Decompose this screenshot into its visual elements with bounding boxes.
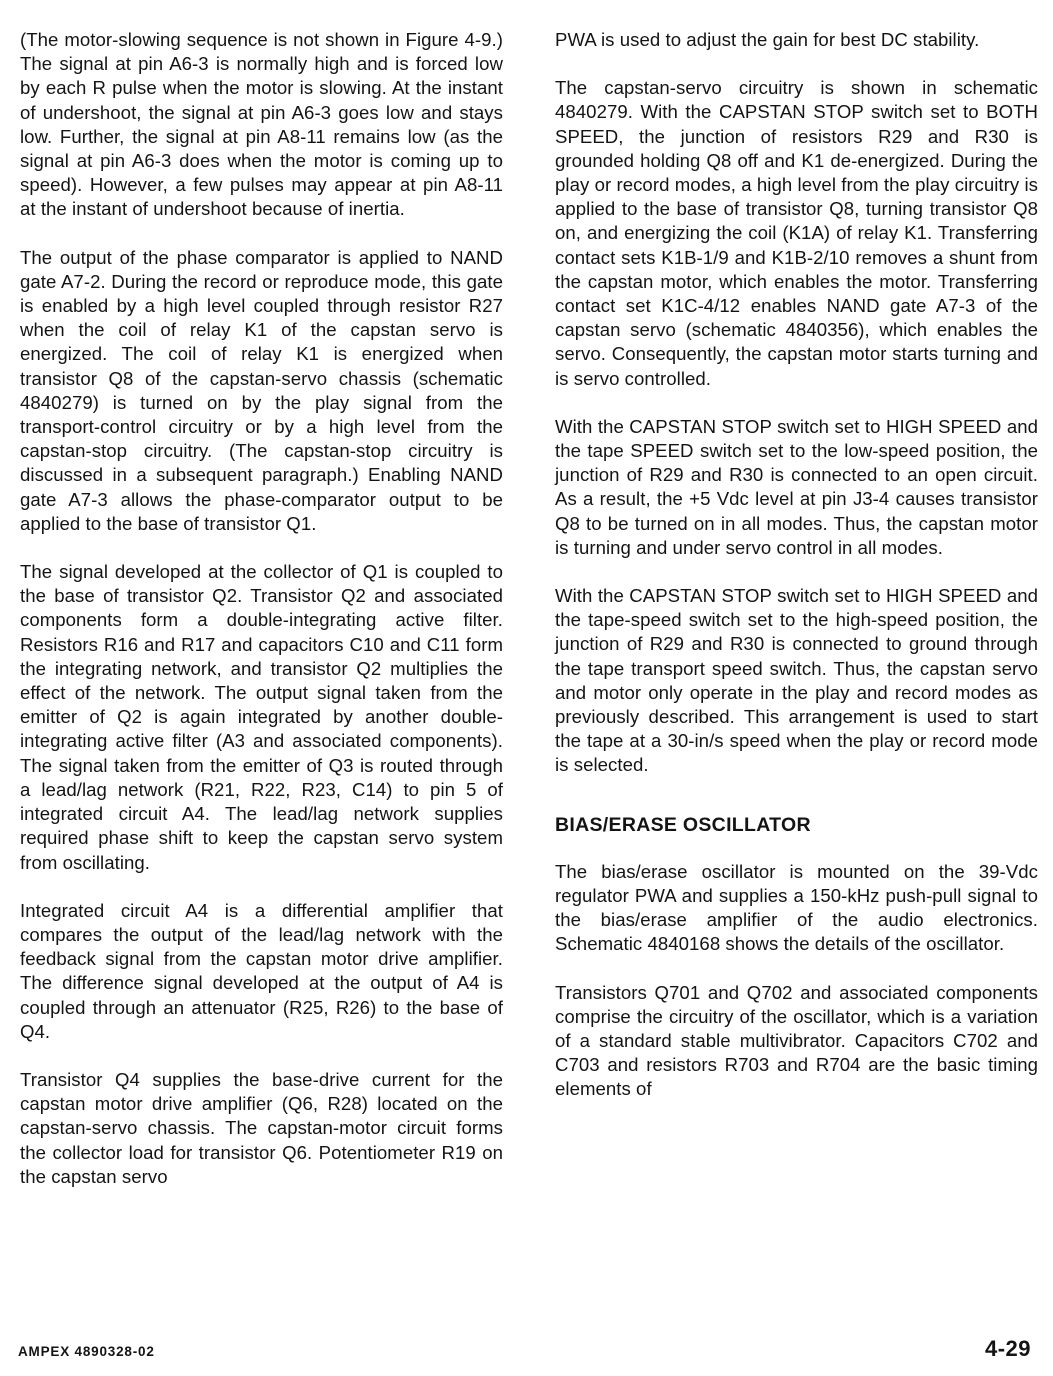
section-heading-bias-erase: BIAS/ERASE OSCILLATOR (555, 813, 811, 836)
left-column (20, 28, 503, 1213)
paragraph-oscillator-transistors: Transistors Q701 and Q702 and associated components comprise the circuitry of the oscillator, which is a variation of a standard stable multivibrator. Capacitors C702 and C703 and resistors R703 and R704 are the basic timing elements of (555, 981, 1038, 1100)
paragraph-oscillator-mounting: The bias/erase oscillator is mounted on the 39-Vdc regulator PWA and supplies a 150-kHz push-pull signal to the bias/erase amplifier of the audio electronics. Schematic 4840168 shows the details of the oscillator. (555, 860, 1038, 955)
paragraph-double-integrating-filter: The signal developed at the collector of Q1 is coupled to the base of transistor Q2. Transistor Q2 and associated components form a double-integrating active filter. Resistors R16 and R17 and capacitors C10 and C11 form the integrating network, and transistor Q2 multiplies the effect of the network. The output signal taken from the emitter of Q2 is again integrated by another double-integrating active filter (A3 and associated components). The signal taken from the emitter of Q3 is routed through a lead/lag network (R21, R22, R23, C14) to pin 5 of integrated circuit A4. The lead/lag network supplies required phase shift to keep the capstan servo system from oscillating. (20, 561, 503, 873)
paragraph-base-drive: Transistor Q4 supplies the base-drive current for the capstan motor drive amplifier (Q6, R28) located on the capstan-servo chassis. The capstan-motor circuit forms the collector load for transistor Q6. Potentiometer R19 on the capstan servo (20, 1068, 503, 1187)
paragraph-differential-amplifier: Integrated circuit A4 is a differential amplifier that compares the output of the lead/lag network with the feedback signal from the capstan motor drive amplifier. The difference signal developed at the output of A4 is coupled through an attenuator (R25, R26) to the base of Q4. (20, 899, 503, 1042)
paragraph-capstan-servo-circuitry: The capstan-servo circuitry is shown in schematic 4840279. With the CAPSTAN STOP switch set to BOTH SPEED, the junction of resistors R29 and R30 is grounded holding Q8 off and K1 de-energized. During the play or record modes, a high level from the play circuitry is applied to the base of transistor Q8, turning transistor Q8 on, and energizing the coil (K1A) of relay K1. Transferring contact sets K1B-1/9 and K1B-2/10 removes a shunt from the capstan motor, which enables the motor. Transferring contact set K1C-4/12 enables NAND gate A7-3 of the capstan servo (schematic 4840356), which enables the servo. Consequently, the capstan motor starts turning and is servo controlled. (555, 77, 1038, 389)
footer-document-id: AMPEX 4890328-02 (18, 1344, 155, 1359)
paragraph-phase-comparator: The output of the phase comparator is applied to NAND gate A7-2. During the record or reproduce mode, this gate is enabled by a high level coupled through resistor R27 when the coil of relay K1 of the capstan servo is energized. The coil of relay K1 is energized when transistor Q8 of the capstan-servo chassis (schematic 4840279) is turned on by the play signal from the transport-control circuitry or by a high level from the capstan-stop circuitry. (The capstan-stop circuitry is discussed in a subsequent paragraph.) Enabling NAND gate A7-3 allows the phase-comparator output to be applied to the base of transistor Q1. (20, 246, 503, 534)
paragraph-gain-adjust: PWA is used to adjust the gain for best DC stability. (555, 29, 980, 50)
paragraph-high-speed-low-position: With the CAPSTAN STOP switch set to HIGH SPEED and the tape SPEED switch set to the low-speed position, the junction of R29 and R30 is connected to an open circuit. As a result, the +5 Vdc level at pin J3-4 causes transistor Q8 to be turned on in all modes. Thus, the capstan motor is turning and under servo control in all modes. (555, 415, 1038, 558)
footer-page-number: 4-29 (984, 1336, 1031, 1361)
right-column (555, 28, 1038, 1126)
paragraph-high-speed-high-position: With the CAPSTAN STOP switch set to HIGH SPEED and the tape-speed switch set to the high-speed position, the junction of R29 and R30 is connected to ground through the tape transport speed switch. Thus, the capstan servo and motor only operate in the play and record modes as previously described. This arrangement is used to start the tape at a 30-in/s speed when the play or record mode is selected. (555, 585, 1038, 776)
paragraph-motor-slowing: (The motor-slowing sequence is not shown in Figure 4-9.) The signal at pin A6-3 is normally high and is forced low by each R pulse when the motor is slowing. At the instant of undershoot, the signal at pin A6-3 goes low and stays low. Further, the signal at pin A8-11 remains low (as the signal at pin A6-3 does when the motor is coming up to speed). However, a few pulses may appear at pin A8-11 at the instant of undershoot because of inertia. (20, 29, 503, 220)
